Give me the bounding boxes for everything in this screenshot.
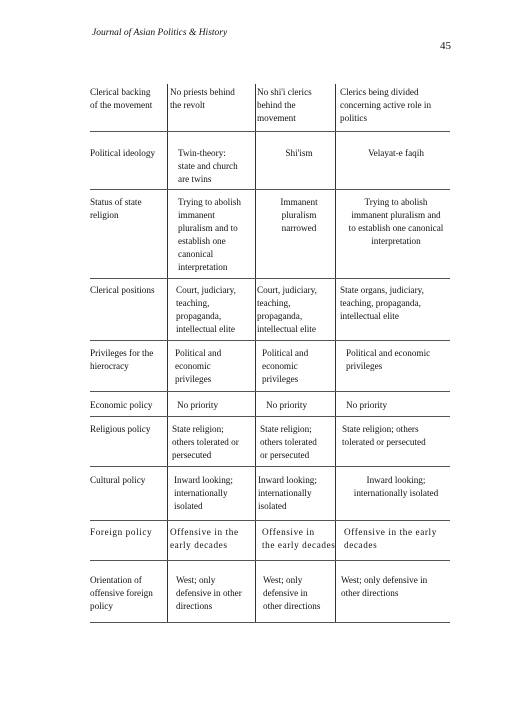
- cell-col2: Inward looking; internationally isolated: [258, 475, 317, 511]
- row-divider: [90, 416, 450, 417]
- row-divider: [90, 278, 450, 279]
- table-column-divider-1: [167, 84, 168, 622]
- cell-col1: Offensive in the early decades: [170, 527, 239, 550]
- cell-col3: No priority: [346, 400, 388, 410]
- row-divider: [90, 466, 450, 467]
- cell-col1: State religion; others tolerated or persecuted: [172, 424, 239, 460]
- row-label: Cultural policy: [90, 475, 146, 485]
- cell-col3: State organs, judiciary, teaching, propaganda, intellectual elite: [340, 285, 424, 321]
- cell-col3: Political and economic privileges: [346, 348, 431, 371]
- cell-col2: West; only defensive in other directions: [263, 575, 321, 611]
- row-label: Clerical positions: [90, 285, 155, 295]
- cell-col2: No shi'i clerics behind the movement: [257, 87, 312, 123]
- row-divider: [90, 340, 450, 341]
- cell-col2: Shi'ism: [285, 148, 313, 158]
- row-label: Orientation of offensive foreign policy: [90, 575, 153, 611]
- row-label: Economic policy: [90, 400, 153, 410]
- cell-col3: Trying to abolish immanent pluralism and to establish one canonical interpretation: [348, 197, 444, 246]
- cell-col2: Immanent pluralism narrowed: [280, 197, 318, 233]
- row-divider: [90, 560, 450, 561]
- row-label: Status of state religion: [90, 197, 142, 220]
- cell-col2: Political and economic privileges: [262, 348, 309, 384]
- row-label: Clerical backing of the movement: [90, 87, 153, 110]
- cell-col3: State religion; others tolerated or persecuted: [342, 424, 426, 447]
- cell-col3: Clerics being divided concerning active role in politics: [340, 87, 432, 123]
- row-divider: [90, 520, 450, 521]
- cell-col1: Inward looking; internationally isolated: [174, 475, 233, 511]
- cell-col3: West; only defensive in other directions: [341, 575, 428, 598]
- cell-col2: No priority: [266, 400, 308, 410]
- cell-col3: Inward looking; internationally isolated: [353, 475, 439, 498]
- cell-col3: Offensive in the early decades: [344, 527, 437, 550]
- page-number: 45: [440, 40, 451, 52]
- cell-col2: Court, judiciary, teaching, propaganda, intellectual elite: [257, 285, 317, 334]
- cell-col1: Trying to abolish immanent pluralism and to establish one canonical interpretation: [178, 197, 241, 272]
- row-divider: [90, 189, 450, 190]
- row-label: Political ideology: [90, 148, 156, 158]
- row-divider: [90, 131, 450, 132]
- cell-col1: No priests behind the revolt: [170, 87, 235, 110]
- cell-col3: Velayat-e faqih: [368, 148, 424, 158]
- row-label: Religious policy: [90, 424, 151, 434]
- journal-title: Journal of Asian Politics & History: [92, 28, 228, 38]
- cell-col2: Offensive in the early decades: [262, 527, 336, 550]
- row-divider: [90, 622, 450, 623]
- cell-col1: Twin-theory: state and church are twins: [178, 148, 238, 184]
- cell-col1: Political and economic privileges: [175, 348, 222, 384]
- row-divider: [90, 391, 450, 392]
- cell-col2: State religion; others tolerated or persecuted: [260, 424, 317, 460]
- cell-col1: No priority: [177, 400, 219, 410]
- cell-col1: Court, judiciary, teaching, propaganda, intellectual elite: [176, 285, 236, 334]
- row-label: Privileges for the hierocracy: [90, 348, 154, 371]
- cell-col1: West; only defensive in other directions: [176, 575, 242, 611]
- row-label: Foreign policy: [90, 527, 153, 537]
